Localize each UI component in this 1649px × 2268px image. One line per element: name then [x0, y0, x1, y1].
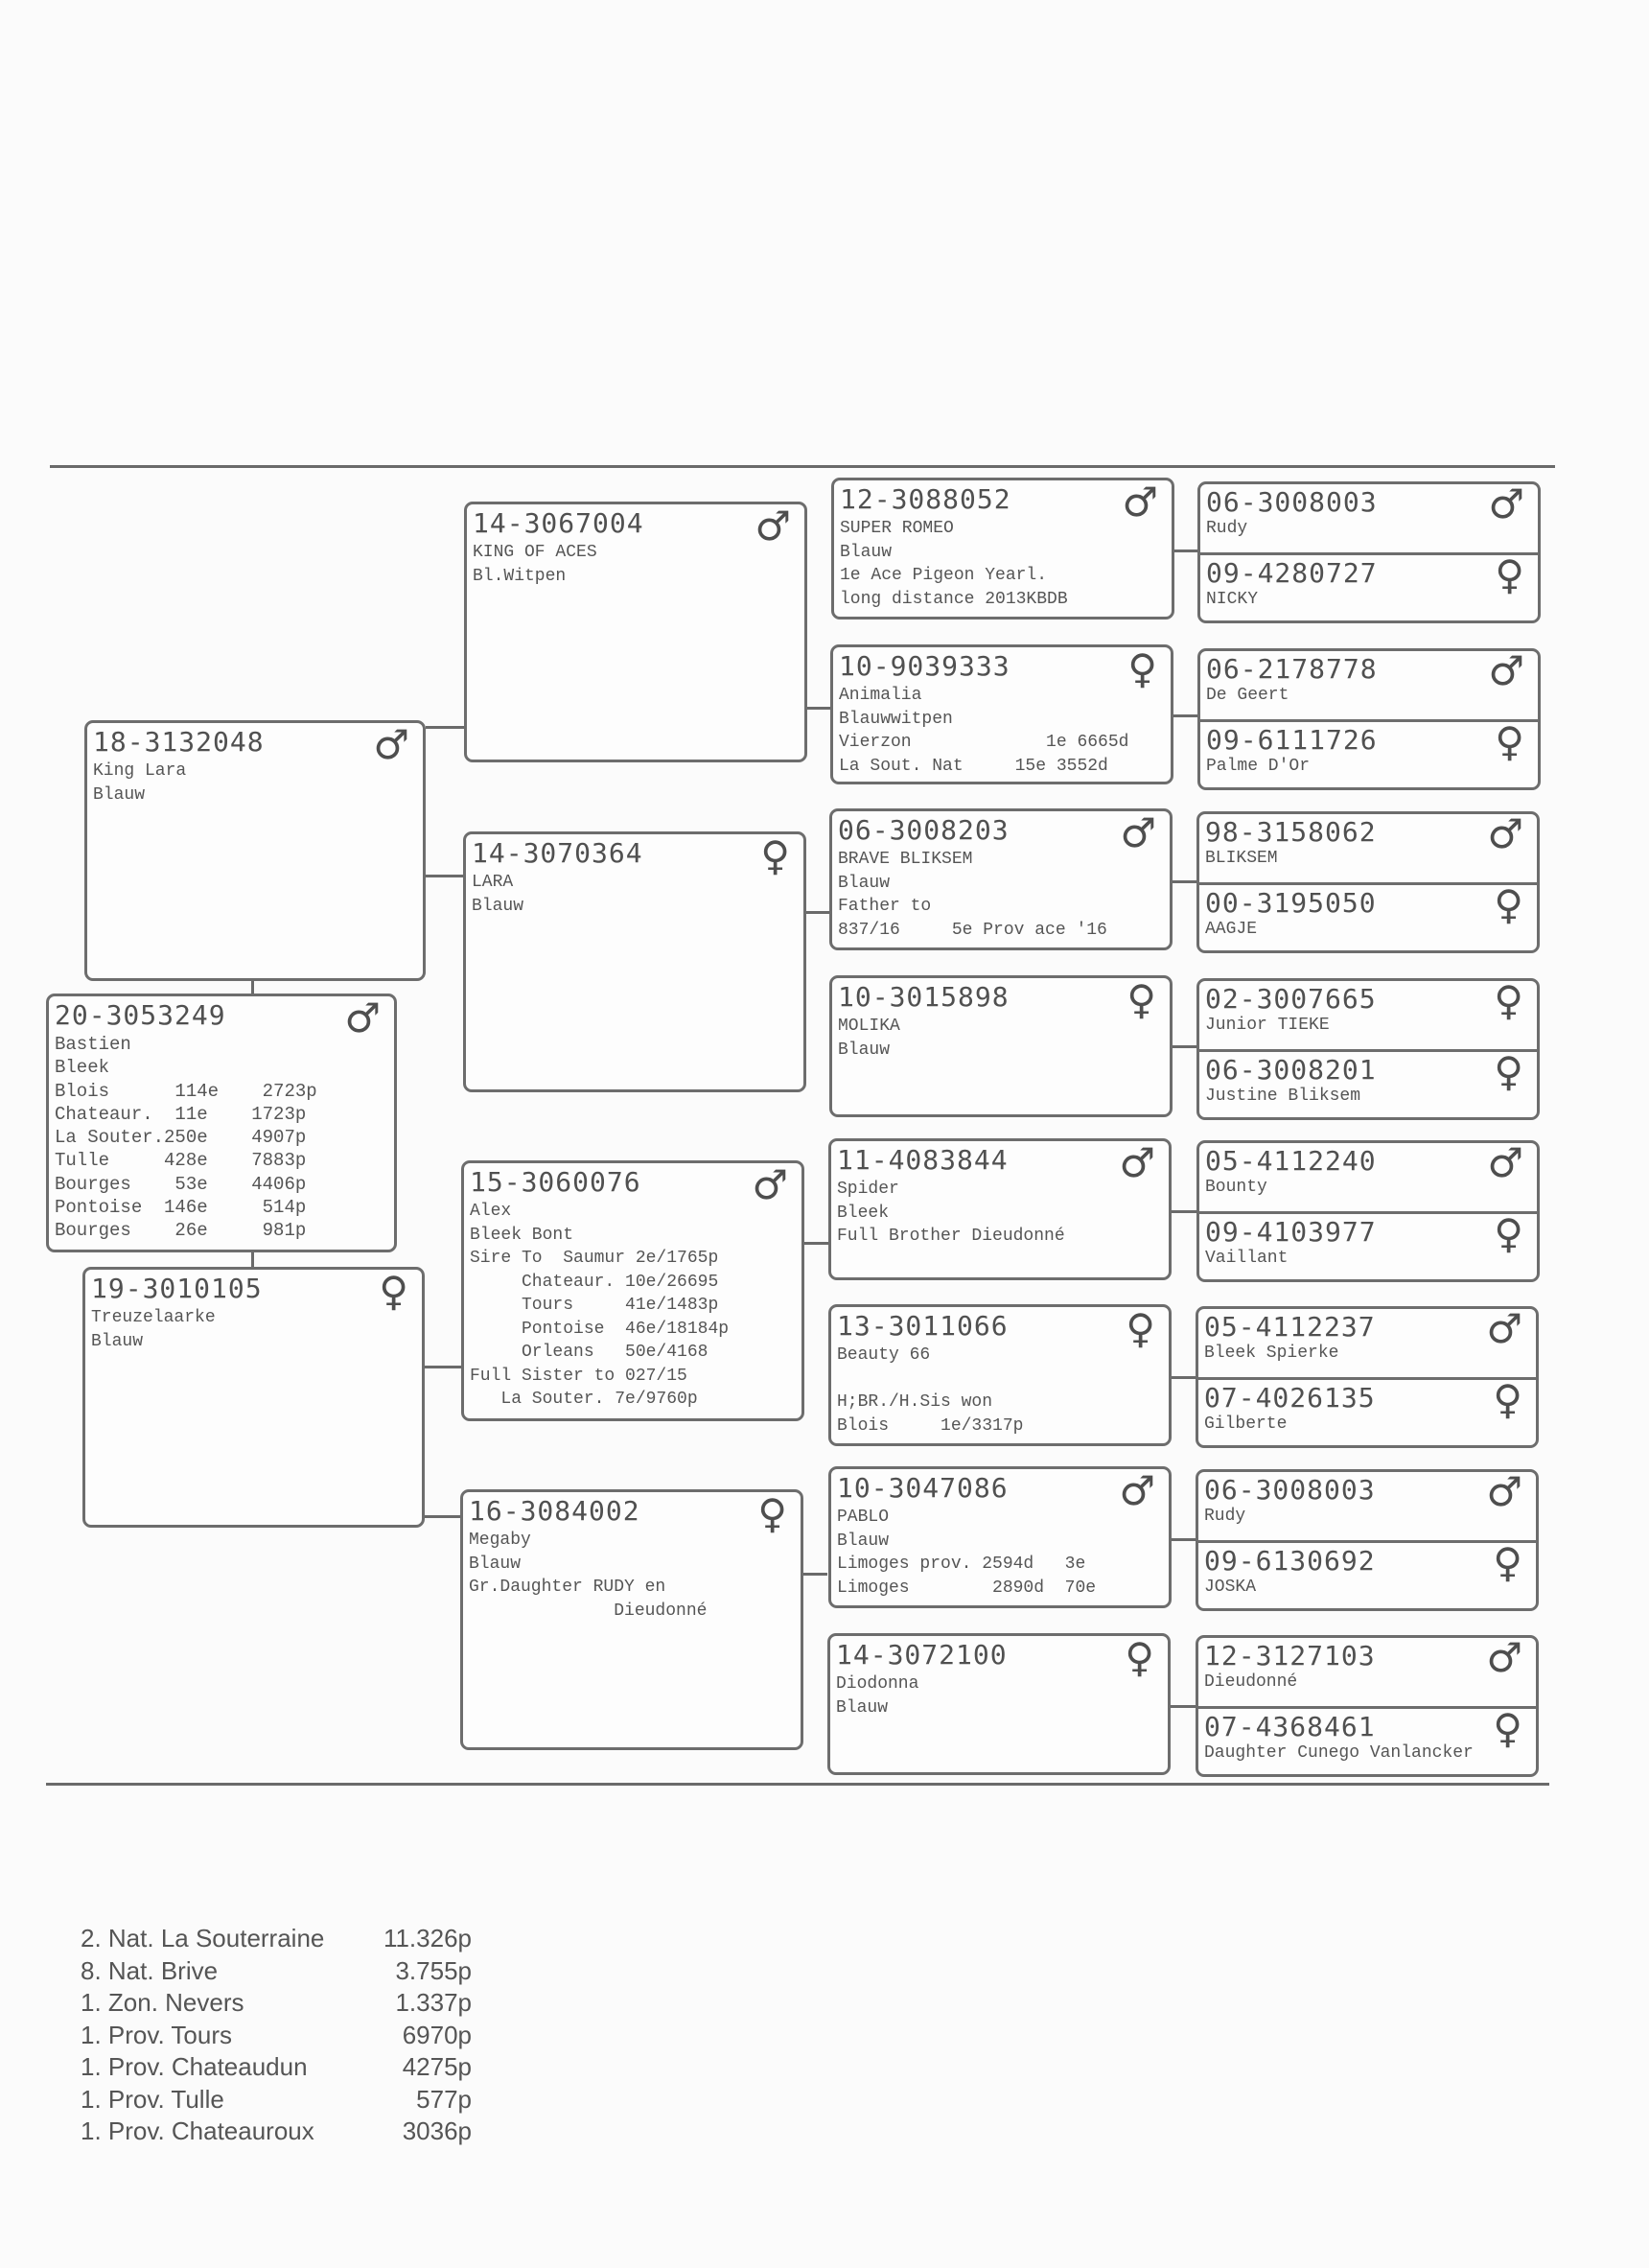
ring-number: 12-3088052 — [840, 483, 1011, 515]
gen5-sire — [1198, 1306, 1536, 1377]
gen4-card-7 — [828, 1466, 1172, 1608]
detail-line: Bleek Bont — [470, 1225, 574, 1245]
ring-number: 10-9039333 — [839, 650, 1010, 682]
detail-line: Full Sister to 027/15 — [470, 1366, 687, 1386]
ring-number: 16-3084002 — [469, 1495, 640, 1527]
dam-card — [82, 1267, 425, 1528]
gen5-pair-3 — [1196, 811, 1540, 953]
male-symbol-icon: ♂ — [1120, 809, 1156, 856]
ring-number: 06-3008201 — [1205, 1054, 1377, 1086]
detail-line: Blois 114e 2723p — [55, 1080, 317, 1102]
female-symbol-icon: ♀ — [1493, 1539, 1522, 1586]
connector-line — [803, 1573, 827, 1576]
pigeon-details — [838, 848, 1164, 942]
pigeon-details — [840, 517, 1166, 611]
ring-number: 05-4112237 — [1204, 1311, 1376, 1343]
ring-number: 18-3132048 — [93, 726, 265, 758]
detail-line: Blauw — [91, 1331, 144, 1351]
detail-line: Tours 41e/1483p — [470, 1296, 719, 1315]
ring-number: 12-3127103 — [1204, 1640, 1376, 1672]
gen5-sire — [1200, 481, 1538, 552]
gen5-pair-4 — [1196, 978, 1540, 1120]
detail-line: KING OF ACES — [473, 543, 597, 562]
gen5-pair-6 — [1196, 1306, 1539, 1448]
ring-number: 05-4112240 — [1205, 1145, 1377, 1177]
gen5-dam — [1200, 719, 1538, 790]
detail-line: LARA — [472, 873, 514, 892]
ring-number: 14-3070364 — [472, 837, 643, 869]
connector-line — [1172, 1376, 1196, 1379]
detail-line: Blauw — [472, 896, 524, 916]
male-symbol-icon: ♂ — [1487, 1140, 1523, 1186]
detail-line: Bastien — [55, 1034, 131, 1055]
detail-line: Blois 1e/3317p — [837, 1415, 1024, 1436]
pigeon-name: Vaillant — [1205, 1249, 1289, 1268]
female-symbol-icon: ♀ — [1127, 645, 1157, 692]
ring-number: 09-4103977 — [1205, 1216, 1377, 1248]
pigeon-name: Daughter Cunego Vanlancker — [1204, 1743, 1474, 1763]
ring-number: 02-3007665 — [1205, 983, 1377, 1015]
pigeon-name: Bleek Spierke — [1204, 1344, 1339, 1363]
result-row: 1. Prov. Tulle 577p — [81, 2084, 472, 2114]
connector-line — [251, 981, 254, 994]
race-results — [81, 1923, 472, 2148]
pigeon-details — [469, 1529, 795, 1623]
male-symbol-icon: ♂ — [752, 1161, 788, 1208]
gen5-dam — [1198, 1706, 1536, 1777]
pigeon-name: Rudy — [1204, 1507, 1246, 1526]
connector-line — [807, 707, 831, 710]
granddam-maternal-card — [460, 1489, 803, 1750]
detail-line: Dieudonné — [469, 1601, 708, 1621]
ring-number: 11-4083844 — [837, 1144, 1009, 1176]
male-symbol-icon: ♂ — [1119, 1139, 1155, 1186]
pigeon-details — [91, 1306, 416, 1353]
male-symbol-icon: ♂ — [1119, 1467, 1155, 1514]
detail-line: Treuzelaarke — [91, 1308, 216, 1327]
detail-line: Bleek — [837, 1203, 890, 1223]
pigeon-name: Dieudonné — [1204, 1672, 1298, 1692]
result-row: 1. Zon. Nevers 1.337p — [81, 1988, 472, 2017]
detail-line: H;BR./H.Sis won — [837, 1392, 993, 1412]
detail-line — [837, 1368, 1163, 1391]
result-row: 1. Prov. Chateaudun 4275p — [81, 2052, 472, 2081]
detail-line: Blauwwitpen — [839, 709, 953, 729]
female-symbol-icon: ♀ — [1494, 978, 1523, 1024]
connector-line — [425, 1515, 461, 1518]
pigeon-details — [55, 1033, 388, 1243]
detail-line: long distance 2013KBDB — [840, 589, 1068, 609]
detail-line: 837/16 5e Prov ace '16 — [838, 920, 1107, 940]
male-symbol-icon: ♂ — [1488, 481, 1524, 527]
gen5-sire — [1199, 1140, 1537, 1211]
gen5-dam — [1198, 1540, 1536, 1611]
connector-line — [251, 1252, 254, 1268]
gen4-card-6 — [828, 1304, 1172, 1446]
detail-line: Bl.Witpen — [473, 566, 567, 586]
pigeon-name: AAGJE — [1205, 920, 1258, 939]
detail-line: Animalia — [839, 686, 922, 705]
male-symbol-icon: ♂ — [1486, 1635, 1522, 1681]
detail-line: Pontoise 46e/18184p — [470, 1319, 730, 1339]
gen5-pair-7 — [1196, 1469, 1539, 1611]
gen5-pair-8 — [1196, 1635, 1539, 1777]
gen5-pair-2 — [1197, 648, 1541, 790]
connector-line — [1173, 880, 1196, 883]
pigeon-details — [837, 1178, 1163, 1249]
gen5-dam — [1198, 1377, 1536, 1448]
pigeon-name: Gilberte — [1204, 1415, 1288, 1434]
granddam-paternal-card — [463, 831, 806, 1092]
detail-line: Blauw — [469, 1554, 522, 1574]
detail-line: PABLO — [837, 1508, 890, 1527]
pigeon-details — [837, 1344, 1163, 1438]
male-symbol-icon: ♂ — [1486, 1306, 1522, 1352]
detail-line: Blauw — [838, 1040, 891, 1060]
pigeon-details — [836, 1672, 1162, 1719]
detail-line: Bleek — [55, 1057, 110, 1079]
detail-line: Vierzon 1e 6665d — [839, 733, 1129, 752]
female-symbol-icon: ♀ — [1125, 1634, 1154, 1681]
ring-number: 98-3158062 — [1205, 816, 1377, 848]
detail-line: 1e Ace Pigeon Yearl. — [840, 566, 1048, 585]
grandsire-paternal-card — [464, 502, 807, 762]
pigeon-details — [472, 871, 798, 918]
result-row: 8. Nat. Brive 3.755p — [81, 1955, 472, 1985]
connector-line — [1171, 1705, 1196, 1708]
detail-line: Alex — [470, 1202, 512, 1221]
ring-number: 06-2178778 — [1206, 653, 1378, 685]
detail-line: Spider — [837, 1180, 899, 1199]
ring-number: 15-3060076 — [470, 1166, 641, 1198]
detail-line: Blauw — [836, 1697, 889, 1718]
gen5-pair-5 — [1196, 1140, 1540, 1282]
connector-line — [1172, 1210, 1196, 1213]
detail-line: Full Brother Dieudonné — [837, 1227, 1065, 1246]
gen5-dam — [1199, 978, 1537, 1049]
ring-number: 06-3008003 — [1204, 1474, 1376, 1506]
detail-line: Diodonna — [836, 1674, 919, 1694]
pigeon-name: Rudy — [1206, 519, 1248, 538]
female-symbol-icon: ♀ — [1126, 1305, 1155, 1352]
female-symbol-icon: ♀ — [760, 832, 790, 879]
male-symbol-icon: ♂ — [1122, 479, 1158, 526]
pigeon-name: Junior TIEKE — [1205, 1016, 1330, 1035]
result-row: 2. Nat. La Souterraine 11.326p — [81, 1924, 472, 1952]
detail-line: Limoges 2890d 70e — [837, 1578, 1097, 1598]
pigeon-details — [93, 760, 417, 807]
female-symbol-icon: ♀ — [1494, 1210, 1523, 1257]
ring-number: 10-3015898 — [838, 981, 1010, 1013]
gen4-card-8 — [827, 1633, 1171, 1775]
ring-number: 10-3047086 — [837, 1472, 1009, 1504]
detail-line: Blauw — [838, 873, 891, 893]
male-symbol-icon: ♂ — [373, 721, 409, 768]
gen4-card-4 — [829, 975, 1173, 1117]
connector-line — [1173, 714, 1197, 717]
detail-line: Sire To Saumur 2e/1765p — [470, 1249, 719, 1268]
grandsire-maternal-card — [461, 1160, 804, 1421]
ring-number: 06-3008003 — [1206, 486, 1378, 518]
connector-line — [804, 1242, 828, 1245]
gen4-card-2 — [830, 644, 1173, 784]
sire-card — [84, 720, 426, 981]
pigeon-name: Justine Bliksem — [1205, 1087, 1361, 1106]
gen5-sire — [1200, 648, 1538, 719]
pigeon-details — [473, 541, 799, 588]
female-symbol-icon: ♀ — [1495, 551, 1524, 598]
ring-number: 14-3072100 — [836, 1639, 1008, 1671]
gen5-sire — [1198, 1469, 1536, 1540]
gen4-card-3 — [829, 808, 1173, 950]
connector-line — [1173, 1045, 1196, 1048]
female-symbol-icon: ♀ — [1126, 976, 1156, 1023]
detail-line: Blauw — [93, 784, 146, 805]
female-symbol-icon: ♀ — [379, 1268, 408, 1315]
result-row: 1. Prov. Chateauroux 3036p — [81, 2116, 472, 2145]
detail-line: Megaby — [469, 1531, 531, 1550]
ring-number: 07-4026135 — [1204, 1382, 1376, 1414]
pigeon-details — [839, 684, 1165, 778]
pigeon-name: NICKY — [1206, 590, 1259, 609]
ring-number: 14-3067004 — [473, 507, 644, 539]
detail-line: La Souter. 7e/9760p — [470, 1390, 698, 1409]
ring-number: 09-6130692 — [1204, 1545, 1376, 1577]
gen5-dam — [1199, 882, 1537, 953]
ring-number: 19-3010105 — [91, 1273, 263, 1304]
detail-line: Tulle 428e 7883p — [55, 1150, 307, 1172]
detail-line: Blauw — [840, 542, 893, 562]
ring-number: 07-4368461 — [1204, 1711, 1376, 1742]
connector-line — [1172, 1538, 1196, 1541]
subject-pigeon-card — [46, 994, 397, 1252]
female-symbol-icon: ♀ — [1494, 1048, 1523, 1095]
pigeon-name: Palme D'Or — [1206, 757, 1311, 776]
detail-line: Chateaur. 11e 1723p — [55, 1103, 307, 1125]
detail-line: MOLIKA — [838, 1017, 900, 1036]
connector-line — [806, 911, 829, 914]
connector-line — [1174, 549, 1197, 552]
result-row: 1. Prov. Tours 6970p — [81, 2020, 472, 2049]
ring-number: 09-4280727 — [1206, 557, 1378, 589]
male-symbol-icon: ♂ — [755, 503, 791, 549]
ring-number: 20-3053249 — [55, 999, 226, 1031]
detail-line: Limoges prov. 2594d 3e — [837, 1555, 1086, 1574]
detail-line: Orleans 50e/4168 — [470, 1343, 708, 1362]
detail-line: Father to — [838, 897, 932, 916]
gen4-card-1 — [831, 478, 1174, 620]
male-symbol-icon: ♂ — [344, 994, 381, 1041]
female-symbol-icon: ♀ — [1495, 718, 1524, 765]
female-symbol-icon: ♀ — [1493, 1705, 1522, 1752]
bottom-rule — [46, 1783, 1549, 1786]
ring-number: 13-3011066 — [837, 1310, 1009, 1342]
gen5-sire — [1199, 811, 1537, 882]
detail-line: BRAVE BLIKSEM — [838, 850, 973, 869]
female-symbol-icon: ♀ — [1493, 1376, 1522, 1423]
pigeon-name: JOSKA — [1204, 1578, 1257, 1597]
male-symbol-icon: ♂ — [1488, 648, 1524, 694]
gen5-dam — [1199, 1049, 1537, 1120]
detail-line: Chateaur. 10e/26695 — [470, 1272, 719, 1292]
detail-line: Blauw — [837, 1531, 890, 1551]
detail-line: La Souter.250e 4907p — [55, 1127, 307, 1149]
detail-line: Gr.Daughter RUDY en — [469, 1578, 666, 1597]
pigeon-name: De Geert — [1206, 686, 1289, 705]
gen5-dam — [1200, 552, 1538, 623]
detail-line: King Lara — [93, 761, 187, 781]
gen4-card-5 — [828, 1138, 1172, 1280]
connector-line — [426, 875, 464, 877]
female-symbol-icon: ♀ — [757, 1490, 787, 1537]
connector-line — [426, 726, 464, 729]
ring-number: 00-3195050 — [1205, 887, 1377, 919]
gen5-dam — [1199, 1211, 1537, 1282]
ring-number: 09-6111726 — [1206, 724, 1378, 756]
male-symbol-icon: ♂ — [1487, 811, 1523, 857]
pigeon-details — [838, 1015, 1164, 1062]
female-symbol-icon: ♀ — [1494, 881, 1523, 928]
pigeon-name: BLIKSEM — [1205, 849, 1278, 868]
pigeon-details — [837, 1506, 1163, 1600]
detail-line: Bourges 26e 981p — [55, 1220, 307, 1242]
pigeon-name: Bounty — [1205, 1178, 1267, 1197]
detail-line: SUPER ROMEO — [840, 519, 954, 538]
detail-line: Bourges 53e 4406p — [55, 1173, 307, 1195]
pigeon-details — [470, 1200, 796, 1412]
gen5-sire — [1198, 1635, 1536, 1706]
gen5-pair-1 — [1197, 481, 1541, 623]
male-symbol-icon: ♂ — [1486, 1469, 1522, 1515]
detail-line: La Sout. Nat 15e 3552d — [839, 756, 1108, 776]
ring-number: 06-3008203 — [838, 814, 1010, 846]
top-rule — [50, 465, 1555, 468]
detail-line: Beauty 66 — [837, 1345, 931, 1365]
detail-line: Pontoise 146e 514p — [55, 1197, 307, 1219]
connector-line — [425, 1366, 461, 1368]
